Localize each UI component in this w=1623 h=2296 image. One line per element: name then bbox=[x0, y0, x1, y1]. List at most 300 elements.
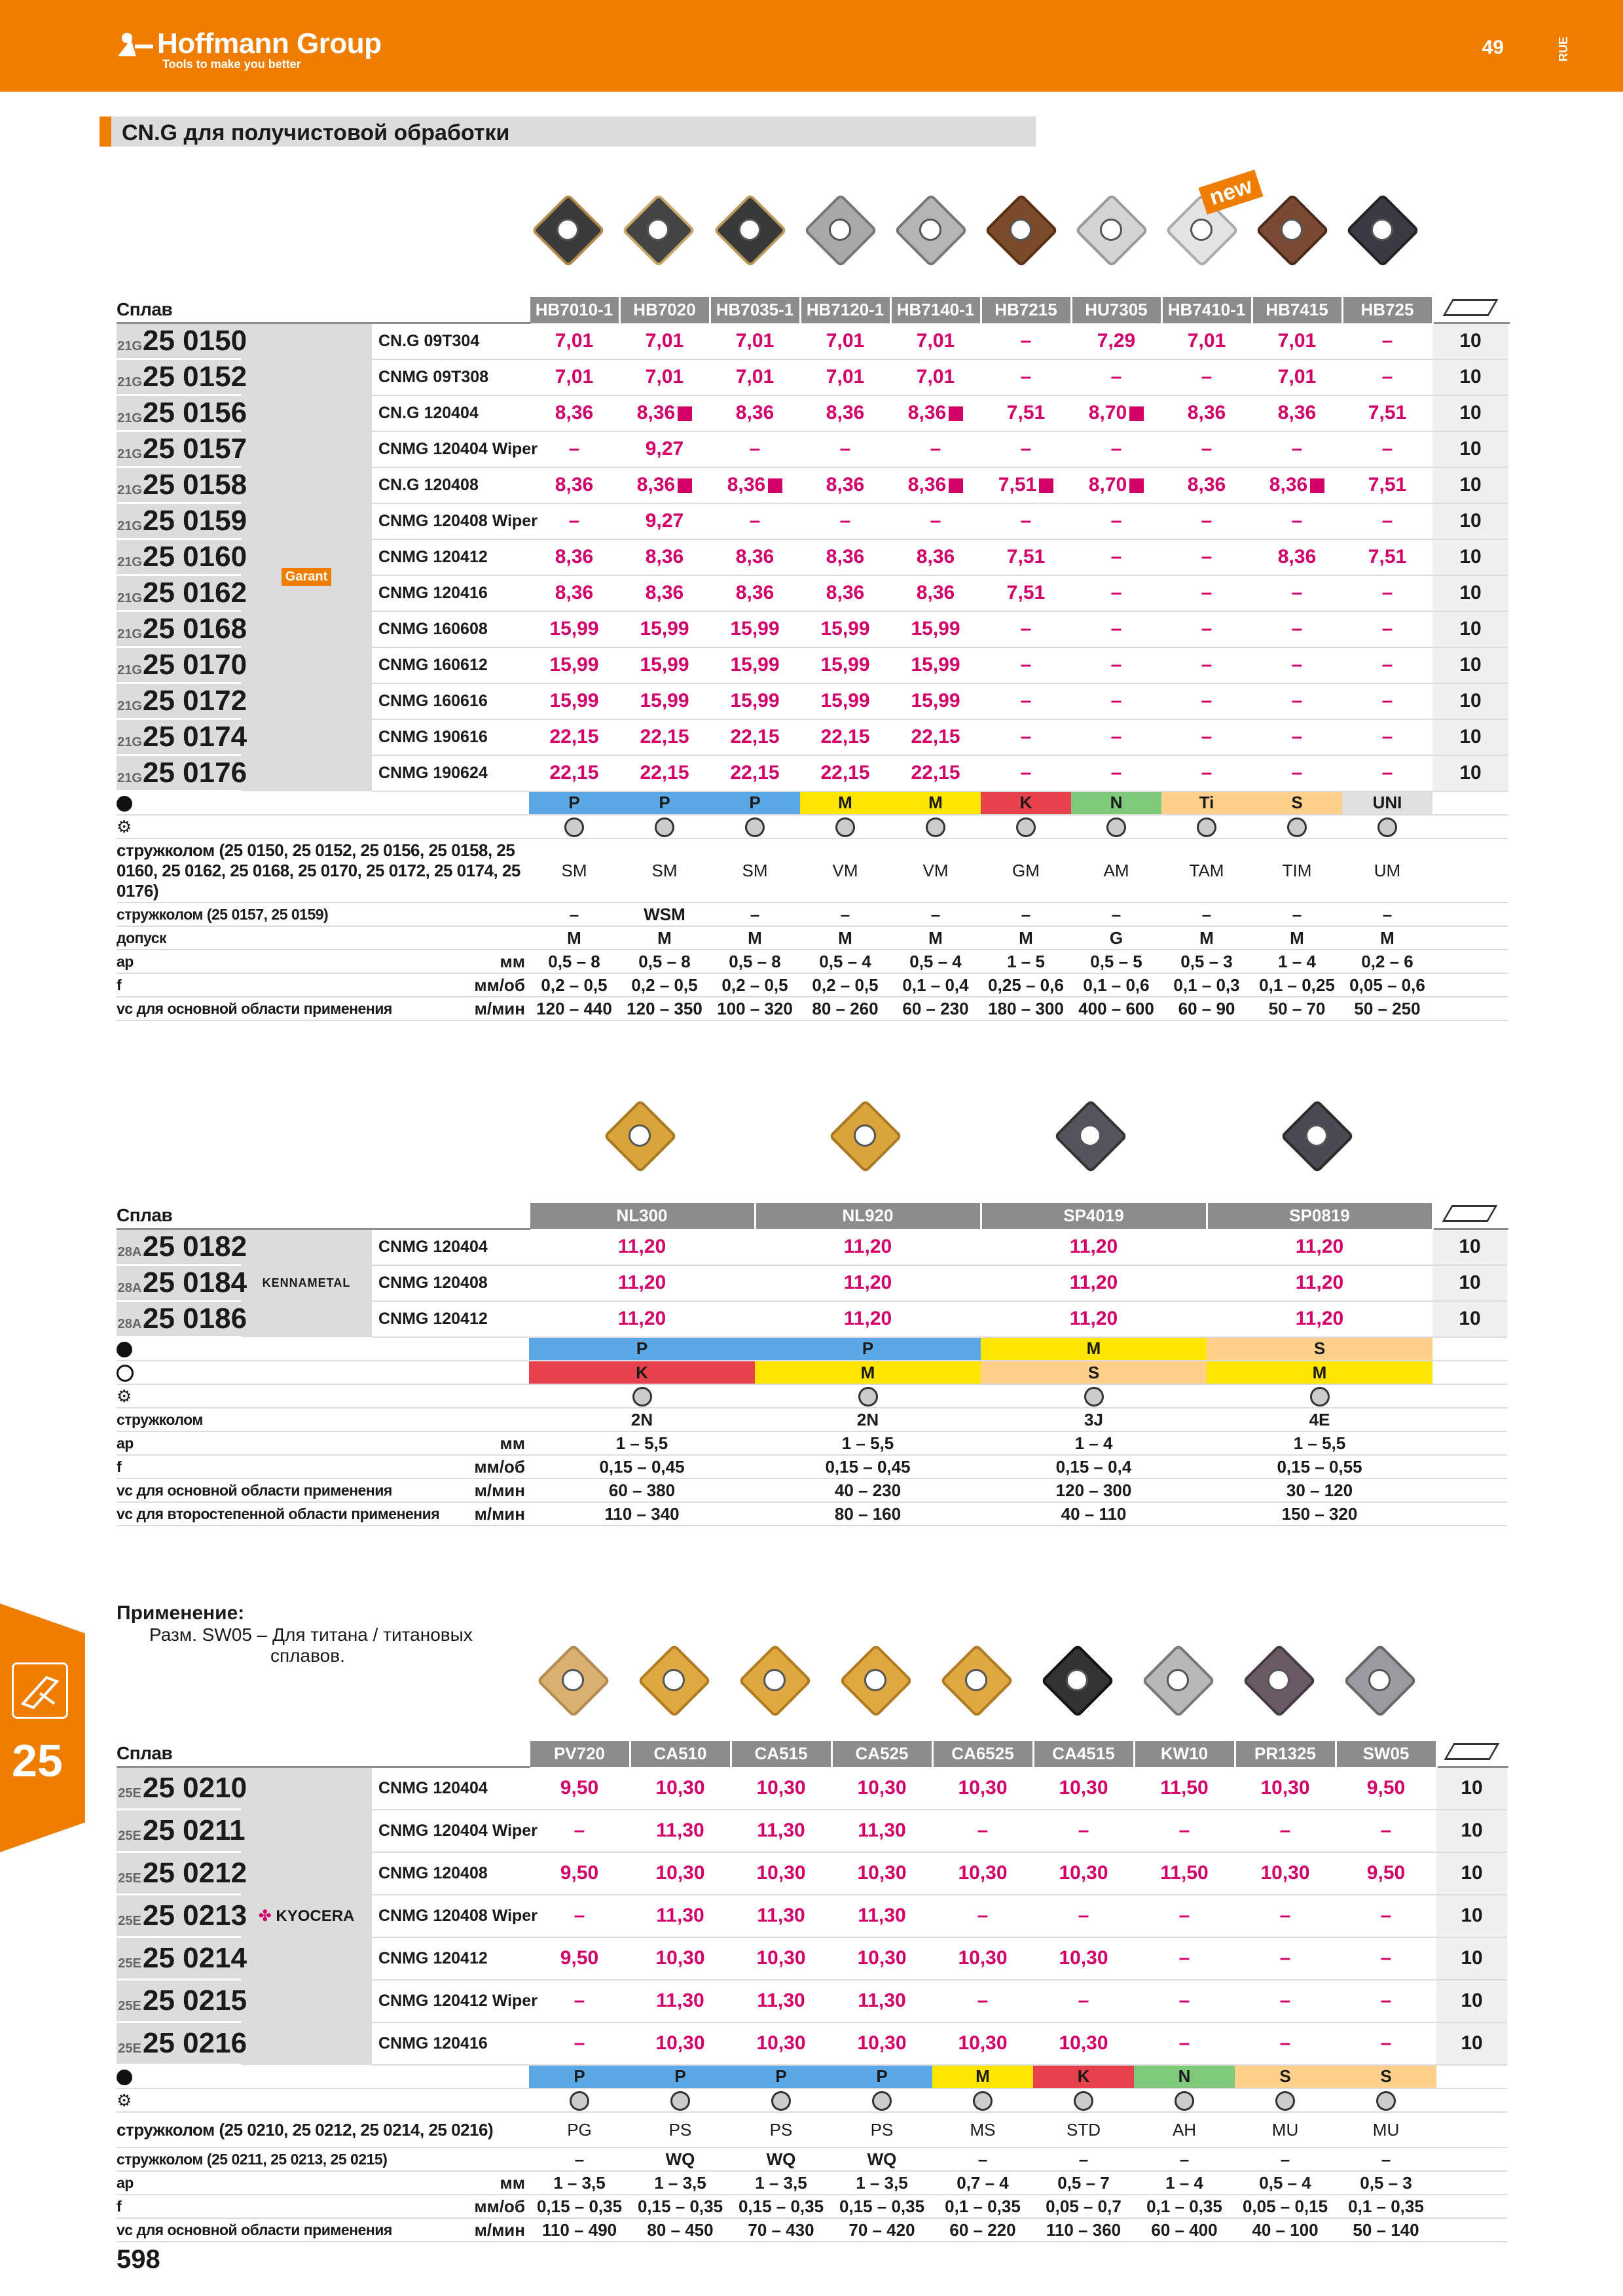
spec-value: 1 – 5,5 bbox=[1207, 1431, 1432, 1455]
spec-value: 40 – 100 bbox=[1235, 2218, 1336, 2242]
spec-value: 1 – 4 bbox=[1134, 2171, 1235, 2195]
spec-row bbox=[117, 973, 1508, 997]
price-value: – bbox=[977, 1820, 989, 1841]
price-cell bbox=[529, 1810, 630, 1852]
brand-name: Hoffmann Group bbox=[157, 27, 382, 60]
price-value: 11,20 bbox=[1069, 1308, 1118, 1329]
price-value: – bbox=[839, 510, 851, 531]
article-code: 25E bbox=[118, 1829, 141, 1843]
spec-value: 2N bbox=[755, 1408, 981, 1431]
spec-row bbox=[117, 1431, 1507, 1455]
spec-value: 1 – 4 bbox=[1252, 950, 1342, 973]
designation: CNMG 120408 Wiper bbox=[372, 1895, 529, 1937]
insert-image bbox=[1256, 194, 1324, 262]
article-number[interactable]: 25 0176 bbox=[143, 757, 247, 789]
price-value: 7,51 bbox=[1006, 582, 1046, 603]
price-cell bbox=[619, 467, 710, 503]
gear-icon: ⚙ bbox=[117, 2090, 132, 2110]
article-number[interactable]: 25 0174 bbox=[143, 721, 247, 753]
price-value: 11,30 bbox=[757, 1990, 805, 2011]
price-cell bbox=[619, 431, 710, 467]
spec-unit: м/мин bbox=[372, 2218, 529, 2242]
spec-value: UM bbox=[1342, 838, 1432, 903]
price-value: 15,99 bbox=[640, 690, 689, 711]
empty-cell bbox=[1436, 2171, 1507, 2195]
price-value: 10,30 bbox=[655, 1947, 705, 1969]
hoffmann-logo-icon bbox=[117, 31, 155, 58]
chipbreaker-symbol-cell bbox=[1161, 815, 1252, 838]
stock-marker-icon bbox=[678, 406, 692, 421]
price-cell bbox=[981, 719, 1071, 755]
article-number[interactable]: 25 0170 bbox=[143, 649, 247, 681]
price-cell bbox=[1235, 2022, 1336, 2065]
article-number[interactable]: 25 0172 bbox=[143, 685, 247, 717]
spec-label: стружколом (25 0150, 25 0152, 25 0156, 25 0158, 25 0160, 25 0162, 25 0168, 25 0170, 25 0172, 25 0174, 25 0176) bbox=[117, 838, 529, 903]
price-value: 11,30 bbox=[757, 1905, 805, 1926]
insert-image bbox=[1075, 194, 1143, 262]
stock-marker-icon bbox=[949, 406, 963, 421]
price-cell bbox=[800, 503, 890, 539]
price-cell bbox=[731, 1980, 831, 2022]
price-cell bbox=[755, 1301, 981, 1337]
price-value: – bbox=[1078, 1990, 1089, 2011]
article-number[interactable]: 25 0211 bbox=[143, 1814, 246, 1846]
insert-image bbox=[1343, 1644, 1412, 1712]
spec-value: VM bbox=[890, 838, 981, 903]
pack-quantity: 10 bbox=[1432, 611, 1508, 647]
chipbreaker-geometry-icon bbox=[1074, 2091, 1093, 2111]
price-cell bbox=[831, 2022, 932, 2065]
price-cell bbox=[800, 467, 890, 503]
price-cell bbox=[619, 395, 710, 431]
price-value: 22,15 bbox=[549, 726, 599, 747]
spec-value: MU bbox=[1235, 2112, 1336, 2147]
price-cell bbox=[1252, 539, 1342, 575]
chipbreaker-symbol-cell bbox=[529, 2089, 630, 2112]
chipbreaker-symbol-cell bbox=[619, 815, 710, 838]
section-title bbox=[100, 117, 1036, 147]
price-value: 11,20 bbox=[1295, 1235, 1344, 1257]
price-cell bbox=[981, 611, 1071, 647]
iso-group-cell: P bbox=[710, 791, 800, 816]
spec-value: – bbox=[710, 903, 800, 926]
grade-header: SP0819 bbox=[1207, 1203, 1432, 1229]
price-value: 22,15 bbox=[820, 762, 870, 783]
article-number-cell bbox=[117, 1301, 247, 1337]
article-number-cell bbox=[117, 395, 247, 431]
price-value: 11,20 bbox=[1069, 1235, 1118, 1257]
price-value: 22,15 bbox=[549, 762, 599, 783]
designation: CNMG 09T308 bbox=[372, 359, 529, 395]
spec-value: 0,5 – 8 bbox=[529, 950, 619, 973]
article-code: 21G bbox=[117, 375, 142, 389]
iso-group-cell: N bbox=[1071, 791, 1161, 816]
price-value: – bbox=[1380, 1820, 1392, 1841]
stock-marker-icon bbox=[1129, 478, 1144, 493]
article-number[interactable]: 25 0210 bbox=[143, 1772, 247, 1804]
price-cell bbox=[630, 1767, 731, 1810]
price-cell bbox=[1161, 683, 1252, 719]
price-cell bbox=[1071, 539, 1161, 575]
spec-value: GM bbox=[981, 838, 1071, 903]
brand-logo[interactable] bbox=[117, 27, 382, 71]
stock-marker-icon bbox=[1039, 478, 1053, 493]
price-value: – bbox=[1178, 1947, 1190, 1969]
price-value: 9,50 bbox=[1366, 1776, 1406, 1799]
stock-marker-icon bbox=[1310, 478, 1324, 493]
spec-label: стружколом (25 0211, 25 0213, 25 0215) bbox=[117, 2147, 529, 2171]
spec-value: 180 – 300 bbox=[981, 997, 1071, 1020]
price-value: 15,99 bbox=[911, 618, 960, 639]
price-cell bbox=[710, 323, 800, 359]
price-cell bbox=[1342, 575, 1432, 611]
secondary-application-icon bbox=[117, 1365, 134, 1382]
price-value: 15,99 bbox=[640, 618, 689, 639]
spec-value: 0,1 – 0,35 bbox=[1134, 2195, 1235, 2218]
pack-quantity: 10 bbox=[1436, 1895, 1507, 1937]
price-value: 11,30 bbox=[656, 1990, 704, 2011]
iso-group-cell: N bbox=[1134, 2065, 1235, 2089]
spec-value: 60 – 230 bbox=[890, 997, 981, 1020]
spec-value: WQ bbox=[630, 2147, 731, 2171]
spec-row bbox=[117, 1408, 1507, 1431]
empty-cell bbox=[1432, 950, 1508, 973]
price-value: 7,51 bbox=[1006, 546, 1046, 567]
price-value: – bbox=[1380, 1947, 1392, 1969]
price-value: 11,20 bbox=[843, 1235, 892, 1257]
spec-value: 0,15 – 0,35 bbox=[731, 2195, 831, 2218]
price-value: 15,99 bbox=[549, 618, 599, 639]
price-value: – bbox=[1020, 726, 1032, 747]
price-cell bbox=[890, 431, 981, 467]
price-cell bbox=[1207, 1301, 1432, 1337]
spec-value: – bbox=[1342, 903, 1432, 926]
designation: CNMG 120404 bbox=[372, 1229, 529, 1265]
price-cell bbox=[1071, 503, 1161, 539]
grade-header: PV720 bbox=[529, 1741, 630, 1767]
table-row bbox=[117, 323, 1508, 359]
price-cell bbox=[630, 1852, 731, 1895]
price-value: 10,30 bbox=[1260, 1862, 1310, 1884]
spec-value: PS bbox=[630, 2112, 731, 2147]
price-cell bbox=[1033, 1937, 1134, 1980]
price-value: 8,36 bbox=[645, 582, 684, 603]
chipbreaker-symbol-cell bbox=[1235, 2089, 1336, 2112]
article-number-cell bbox=[117, 1810, 246, 1852]
price-cell bbox=[800, 683, 890, 719]
spec-value: TAM bbox=[1161, 838, 1252, 903]
article-code: 21G bbox=[117, 339, 142, 353]
pack-quantity: 10 bbox=[1432, 539, 1508, 575]
spec-value: WQ bbox=[831, 2147, 932, 2171]
chipbreaker-geometry-icon bbox=[872, 2091, 892, 2111]
article-number[interactable]: 25 0216 bbox=[143, 2027, 247, 2059]
article-number[interactable]: 25 0186 bbox=[143, 1302, 247, 1335]
chipbreaker-symbol-cell bbox=[1033, 2089, 1134, 2112]
pack-quantity: 10 bbox=[1436, 1852, 1507, 1895]
price-cell bbox=[619, 647, 710, 683]
price-value: – bbox=[1291, 726, 1303, 747]
price-value: 11,20 bbox=[1295, 1272, 1344, 1293]
price-cell bbox=[1134, 2022, 1235, 2065]
grade-header: HB7415 bbox=[1252, 297, 1342, 323]
article-code: 28A bbox=[117, 1317, 142, 1331]
price-cell bbox=[1252, 323, 1342, 359]
turning-insert-icon bbox=[12, 1662, 68, 1719]
price-value: – bbox=[1380, 2032, 1392, 2054]
spec-value: AH bbox=[1134, 2112, 1235, 2147]
article-number-cell bbox=[117, 323, 247, 359]
price-value: 11,20 bbox=[617, 1272, 666, 1293]
package-icon bbox=[1442, 299, 1498, 316]
price-value: 10,30 bbox=[756, 1776, 806, 1799]
price-cell bbox=[1342, 647, 1432, 683]
spec-row bbox=[117, 2147, 1507, 2171]
spec-value: 50 – 140 bbox=[1336, 2218, 1436, 2242]
empty-cell bbox=[1436, 2089, 1507, 2112]
price-cell bbox=[1161, 755, 1252, 791]
spec-unit: м/мин bbox=[372, 1502, 529, 1526]
spec-value: M bbox=[1161, 926, 1252, 950]
spec-value: SM bbox=[710, 838, 800, 903]
price-cell bbox=[1235, 1937, 1336, 1980]
price-cell bbox=[1342, 503, 1432, 539]
spec-unit: м/мин bbox=[372, 997, 529, 1020]
designation: CNMG 120412 bbox=[372, 1301, 529, 1337]
price-cell bbox=[800, 323, 890, 359]
price-cell bbox=[630, 2022, 731, 2065]
price-value: 11,20 bbox=[843, 1272, 892, 1293]
price-cell bbox=[981, 1301, 1207, 1337]
chipbreaker-geometry-icon bbox=[570, 2091, 589, 2111]
article-number[interactable]: 25 0156 bbox=[143, 397, 247, 429]
spec-value: 0,2 – 0,5 bbox=[529, 973, 619, 997]
price-cell bbox=[1071, 647, 1161, 683]
price-value: 8,36 bbox=[645, 546, 684, 567]
price-value: 8,36 bbox=[636, 474, 676, 495]
price-cell bbox=[1161, 719, 1252, 755]
price-cell bbox=[981, 323, 1071, 359]
price-value: – bbox=[1110, 762, 1122, 783]
stock-marker-icon bbox=[949, 478, 963, 493]
spec-value: 30 – 120 bbox=[1207, 1479, 1432, 1502]
price-cell bbox=[1252, 611, 1342, 647]
designation: CNMG 120408 bbox=[372, 1265, 529, 1301]
price-value: – bbox=[1291, 618, 1303, 639]
article-number[interactable]: 25 0152 bbox=[143, 361, 247, 393]
price-cell bbox=[981, 647, 1071, 683]
iso-group-cell: S bbox=[981, 1361, 1207, 1384]
pack-quantity: 10 bbox=[1432, 755, 1508, 791]
article-number[interactable]: 25 0160 bbox=[143, 541, 247, 573]
price-value: 11,30 bbox=[656, 1820, 704, 1841]
price-value: 11,20 bbox=[617, 1235, 666, 1257]
spec-value: 1 – 3,5 bbox=[731, 2171, 831, 2195]
spec-value: 0,05 – 0,7 bbox=[1033, 2195, 1134, 2218]
price-cell bbox=[619, 359, 710, 395]
spec-value: – bbox=[1252, 903, 1342, 926]
pack-quantity: 10 bbox=[1436, 1980, 1507, 2022]
spec-label: ap bbox=[117, 1431, 372, 1455]
gear-icon: ⚙ bbox=[117, 1386, 132, 1406]
article-number[interactable]: 25 0162 bbox=[143, 577, 247, 609]
designation: CNMG 190624 bbox=[372, 755, 529, 791]
article-number[interactable]: 25 0213 bbox=[143, 1899, 247, 1931]
iso-group-cell: S bbox=[1235, 2065, 1336, 2089]
stock-marker-icon bbox=[768, 478, 782, 493]
insert-image bbox=[714, 194, 782, 262]
price-cell bbox=[1161, 611, 1252, 647]
grade-header: HB7120-1 bbox=[800, 297, 890, 323]
empty-cell bbox=[1432, 791, 1508, 816]
spec-value: 1 – 4 bbox=[981, 1431, 1207, 1455]
spec-value: 60 – 400 bbox=[1134, 2218, 1235, 2242]
spec-row bbox=[117, 1479, 1507, 1502]
price-value: 15,99 bbox=[549, 654, 599, 675]
article-number[interactable]: 25 0158 bbox=[143, 469, 247, 501]
insert-image bbox=[1142, 1644, 1210, 1712]
chipbreaker-symbol-cell bbox=[529, 815, 619, 838]
pack-quantity: 10 bbox=[1436, 2022, 1507, 2065]
price-value: 15,99 bbox=[730, 690, 780, 711]
price-cell bbox=[831, 1937, 932, 1980]
spec-value: 50 – 70 bbox=[1252, 997, 1342, 1020]
price-cell bbox=[1252, 755, 1342, 791]
price-value: 10,30 bbox=[857, 1947, 907, 1969]
price-cell bbox=[710, 575, 800, 611]
price-cell bbox=[1252, 431, 1342, 467]
price-cell bbox=[800, 431, 890, 467]
price-cell bbox=[932, 1980, 1033, 2022]
spec-unit: м/мин bbox=[372, 1479, 529, 1502]
price-value: – bbox=[1020, 366, 1032, 387]
price-value: – bbox=[1381, 618, 1393, 639]
price-value: 8,36 bbox=[826, 402, 865, 423]
price-value: – bbox=[574, 1990, 585, 2011]
spec-unit: мм/об bbox=[372, 2195, 529, 2218]
page-number-bottom: 598 bbox=[117, 2245, 160, 2274]
price-value: 11,20 bbox=[843, 1308, 892, 1329]
article-number-cell bbox=[117, 575, 247, 611]
price-cell bbox=[831, 1767, 932, 1810]
price-value: 10,30 bbox=[857, 1862, 907, 1884]
price-cell bbox=[1336, 1810, 1436, 1852]
article-number[interactable]: 25 0157 bbox=[143, 433, 247, 465]
article-code: 28A bbox=[117, 1281, 142, 1295]
price-cell bbox=[890, 359, 981, 395]
article-number-cell bbox=[117, 1852, 247, 1895]
section-title-text: CN.G для получистовой обработки bbox=[122, 120, 510, 145]
price-cell bbox=[710, 683, 800, 719]
iso-group-row bbox=[117, 1361, 1507, 1384]
iso-group-row bbox=[117, 1337, 1507, 1361]
spec-value: 60 – 380 bbox=[529, 1479, 755, 1502]
price-cell bbox=[1071, 323, 1161, 359]
spec-value: 100 – 320 bbox=[710, 997, 800, 1020]
price-cell bbox=[1207, 1229, 1432, 1265]
article-number[interactable]: 25 0150 bbox=[143, 325, 247, 357]
spec-row bbox=[117, 838, 1508, 903]
article-number-cell bbox=[117, 1767, 247, 1810]
chipbreaker-geometry-icon bbox=[1377, 817, 1397, 837]
price-value: 8,36 bbox=[1269, 474, 1308, 495]
article-number[interactable]: 25 0182 bbox=[143, 1230, 247, 1263]
article-number[interactable]: 25 0184 bbox=[143, 1266, 247, 1299]
empty-cell bbox=[1432, 997, 1508, 1020]
price-value: 10,30 bbox=[756, 1862, 806, 1884]
article-number[interactable]: 25 0214 bbox=[143, 1942, 247, 1974]
price-value: 8,36 bbox=[826, 474, 865, 495]
spec-unit: мм/об bbox=[372, 1455, 529, 1479]
price-cell bbox=[800, 395, 890, 431]
price-cell bbox=[1336, 1767, 1436, 1810]
article-number[interactable]: 25 0168 bbox=[143, 613, 247, 645]
price-value: – bbox=[1381, 726, 1393, 747]
table3-body bbox=[117, 1767, 1507, 2242]
spec-value: AM bbox=[1071, 838, 1161, 903]
chipbreaker-symbol-cell bbox=[1342, 815, 1432, 838]
price-cell bbox=[619, 683, 710, 719]
spec-label: стружколом bbox=[117, 1408, 529, 1431]
spec-value: 120 – 300 bbox=[981, 1479, 1207, 1502]
grade-header: CA515 bbox=[731, 1741, 831, 1767]
spec-row bbox=[117, 2112, 1507, 2147]
price-cell bbox=[755, 1265, 981, 1301]
spec-label: стружколом (25 0157, 25 0159) bbox=[117, 903, 529, 926]
spec-value: MS bbox=[932, 2112, 1033, 2147]
grade-header: SW05 bbox=[1336, 1741, 1436, 1767]
price-value: 7,01 bbox=[1277, 366, 1317, 387]
insert-image bbox=[804, 194, 872, 262]
article-number[interactable]: 25 0159 bbox=[143, 505, 247, 537]
spec-value: 0,5 – 4 bbox=[1235, 2171, 1336, 2195]
price-cell bbox=[755, 1229, 981, 1265]
price-value: 7,01 bbox=[1187, 329, 1226, 351]
iso-group-cell: P bbox=[731, 2065, 831, 2089]
price-cell bbox=[1252, 683, 1342, 719]
iso-group-cell: P bbox=[529, 2065, 630, 2089]
price-value: 7,01 bbox=[735, 329, 775, 351]
spec-value: 0,5 – 3 bbox=[1161, 950, 1252, 973]
spec-value: 1 – 5 bbox=[981, 950, 1071, 973]
alloy-label: Сплав bbox=[117, 1203, 529, 1229]
article-code: 21G bbox=[117, 483, 142, 497]
price-value: 10,30 bbox=[1059, 1947, 1108, 1969]
price-value: 9,50 bbox=[560, 1862, 599, 1884]
price-cell bbox=[529, 395, 619, 431]
designation: CNMG 120412 bbox=[372, 539, 529, 575]
price-value: 8,36 bbox=[826, 582, 865, 603]
stock-marker-icon bbox=[1129, 406, 1144, 421]
grade-header: HU7305 bbox=[1071, 297, 1161, 323]
spec-value: – bbox=[1071, 903, 1161, 926]
price-value: 10,30 bbox=[756, 2032, 806, 2054]
price-cell bbox=[890, 575, 981, 611]
price-cell bbox=[890, 503, 981, 539]
insert-image bbox=[1054, 1100, 1122, 1168]
insert-image bbox=[839, 1644, 907, 1712]
price-cell bbox=[1252, 503, 1342, 539]
article-number[interactable]: 25 0212 bbox=[143, 1857, 247, 1889]
price-cell bbox=[1336, 1852, 1436, 1895]
article-code: 21G bbox=[117, 771, 142, 785]
spec-value: 0,1 – 0,6 bbox=[1071, 973, 1161, 997]
price-value: 7,01 bbox=[555, 366, 594, 387]
price-value: – bbox=[1110, 690, 1122, 711]
article-number[interactable]: 25 0215 bbox=[143, 1984, 247, 2017]
spec-value: 0,05 – 0,6 bbox=[1342, 973, 1432, 997]
price-cell bbox=[1235, 1852, 1336, 1895]
